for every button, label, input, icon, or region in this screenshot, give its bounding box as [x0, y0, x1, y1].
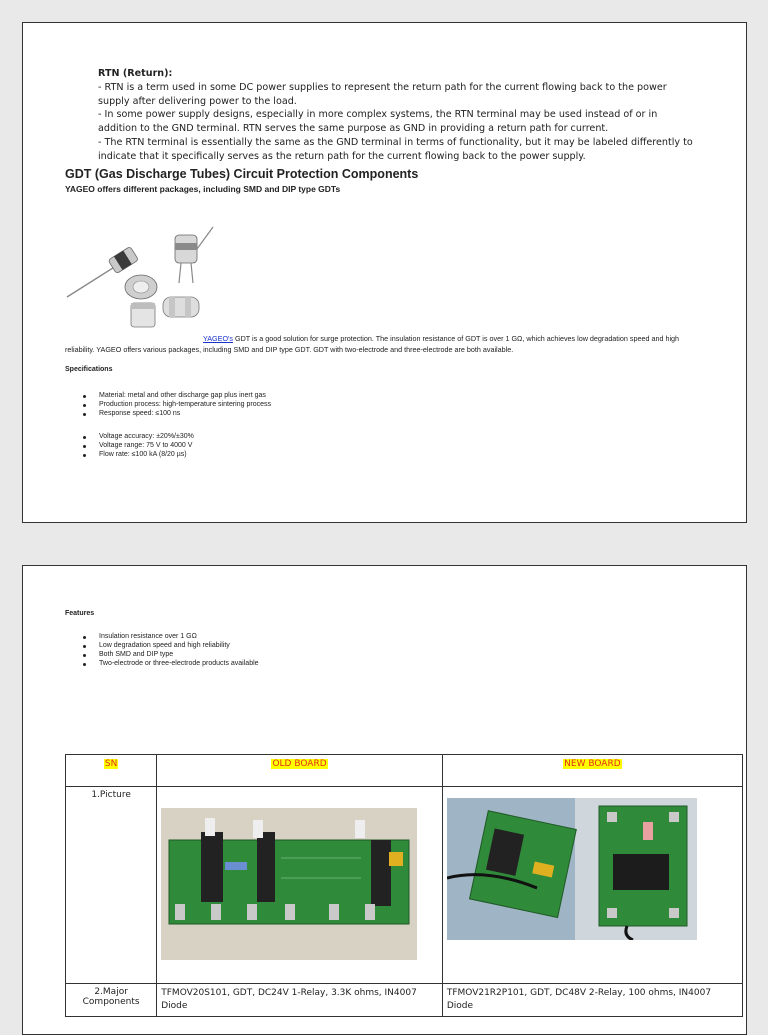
new-board-picture-cell: [442, 787, 742, 984]
header-sn: SN: [66, 755, 157, 787]
document-page-1: [22, 22, 747, 523]
list-item: Voltage accuracy: ±20%/±30%: [83, 432, 194, 441]
old-board-picture-cell: [157, 787, 443, 984]
gdt-intro: [65, 333, 700, 355]
row-label: 2.Major Components: [66, 984, 157, 1017]
features-title: Features: [65, 610, 95, 617]
table-row: [66, 787, 743, 984]
new-board-components: TFMOV21R2P101, GDT, DC48V 2-Relay, 100 ohms, IN4007 Diode: [442, 984, 742, 1017]
gdt-title: GDT (Gas Discharge Tubes) Circuit Protection Components: [65, 167, 419, 181]
table-row: [66, 984, 743, 1017]
row-label: 1.Picture: [66, 787, 157, 984]
rtn-section: [98, 67, 698, 164]
old-board-components: TFMOV20S101, GDT, DC24V 1-Relay, 3.3K ohms, IN4007 Diode: [157, 984, 443, 1017]
specifications-list-1: [83, 391, 271, 418]
list-item: Low degradation speed and high reliability: [83, 641, 259, 650]
list-item: Flow rate: ≤100 kA (8/20 µs): [83, 450, 194, 459]
table-header-row: [66, 755, 743, 787]
gdt-product-image: [65, 219, 215, 337]
rtn-line: - The RTN terminal is essentially the same as the GND terminal in terms of functionality, but it may be labeled differently to indicate that it specifically serves as the return path for the current flowing back to the power supply.: [98, 136, 693, 162]
list-item: Response speed: ≤100 ns: [83, 409, 271, 418]
header-old-board: OLD BOARD: [157, 755, 443, 787]
gdt-intro-text: GDT is a good solution for surge protection. The insulation resistance of GDT is over 1 GΩ, which achieves low degradation speed and high reliability. YAGEO offers various packages, including SMD and DIP type GDT. GDT with two-electrode and three-electrode are both available.: [65, 334, 680, 354]
list-item: Material: metal and other discharge gap plus inert gas: [83, 391, 271, 400]
features-list: [83, 632, 259, 668]
list-item: Production process: high-temperature sintering process: [83, 400, 271, 409]
rtn-heading: RTN (Return):: [98, 68, 173, 79]
specifications-title: Specifications: [65, 366, 113, 373]
gdt-subtitle: YAGEO offers different packages, including SMD and DIP type GDTs: [65, 184, 341, 194]
list-item: Both SMD and DIP type: [83, 650, 259, 659]
list-item: Two-electrode or three-electrode products available: [83, 659, 259, 668]
rtn-line: - RTN is a term used in some DC power supplies to represent the return path for the current flowing back to the power supply after delivering power to the load.: [98, 81, 667, 107]
list-item: Insulation resistance over 1 GΩ: [83, 632, 259, 641]
yageo-link[interactable]: YAGEO's: [203, 334, 233, 343]
new-board-image: [447, 798, 697, 940]
board-comparison-table: [65, 754, 743, 1017]
header-new-board: NEW BOARD: [442, 755, 742, 787]
document-page-2: [22, 565, 747, 1035]
rtn-line: - In some power supply designs, especially in more complex systems, the RTN terminal may be used instead of or in addition to the GND terminal. RTN serves the same purpose as GND in providing a return path for current.: [98, 109, 658, 135]
old-board-image: [161, 808, 417, 960]
list-item: Voltage range: 75 V to 4000 V: [83, 441, 194, 450]
specifications-list-2: [83, 432, 194, 459]
